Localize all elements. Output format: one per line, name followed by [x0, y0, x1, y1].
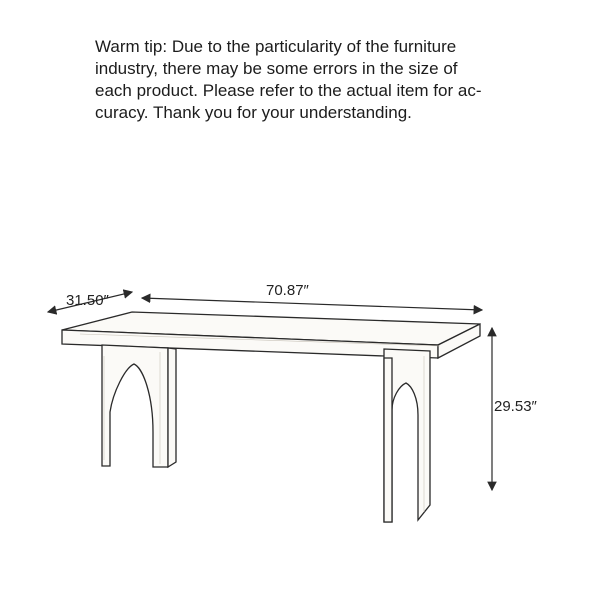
bench-left-leg	[102, 345, 168, 467]
height-label: 29.53″	[494, 398, 537, 415]
length-dimension-line	[142, 298, 482, 310]
tip-line-3: each product. Please refer to the actual item for ac-	[95, 81, 482, 100]
depth-label: 31.50″	[66, 292, 109, 309]
bench-illustration	[62, 312, 480, 522]
bench-left-leg-side	[168, 348, 176, 467]
tip-line-2: industry, there may be some errors in the size of	[95, 59, 458, 78]
tip-line-1: Warm tip: Due to the particularity of the furniture	[95, 37, 457, 56]
length-label: 70.87″	[266, 282, 309, 299]
bench-right-leg-front	[384, 358, 392, 522]
tip-line-4: curacy. Thank you for your understanding.	[95, 103, 412, 122]
